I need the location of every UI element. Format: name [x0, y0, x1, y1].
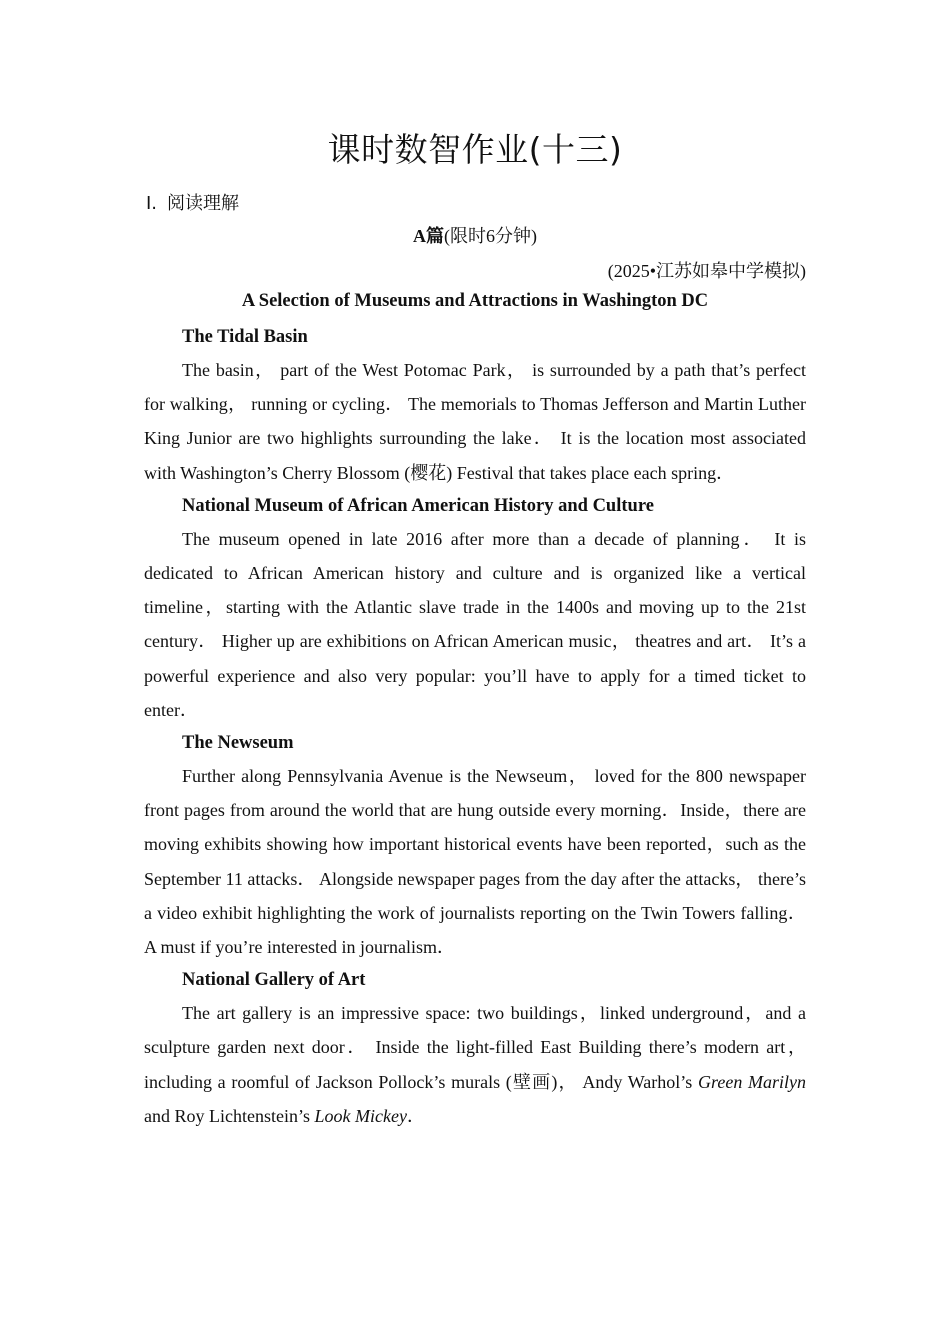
section-heading-national-gallery: National Gallery of Art [182, 970, 366, 991]
paragraph-newseum: Further along Pennsylvania Avenue is the Newseum， loved for the 800 newspaper front pages from around the world that are hung outside every morning．Inside，there are moving exhibits showing how important historical events have been reported，such as the September 11 attacks． Alongside newspaper pages from the day after the attacks， there’s a video exhibit highlighting the work of journalists reporting on the Twin Towers falling． A must if you’re interested in journalism． [144, 766, 806, 958]
article-title: A Selection of Museums and Attractions in Washington DC [241, 291, 709, 311]
artwork-title-look-mickey: Look Mickey [314, 1105, 407, 1126]
article-body [144, 321, 806, 1133]
source-note: (2025•江苏如皋中学模拟) [607, 261, 806, 281]
part-time-limit: (限时6分钟) [444, 226, 537, 246]
part-header [144, 222, 806, 248]
artwork-title-green-marilyn: Green Marilyn [698, 1071, 806, 1092]
section-header [146, 189, 239, 215]
gallery-text-before: The art gallery is an impressive space: two buildings，linked underground，and a sculpture garden next door． Inside the light-filled East Building there’s modern art， including a roomful of Jackson Pollock’s murals (壁画)， Andy Warhol’s [144, 1003, 806, 1092]
part-label: A篇 [413, 226, 444, 246]
page-title: 课时数智作业(十三) [327, 130, 623, 169]
paragraph-african-american-museum: The museum opened in late 2016 after more than a decade of planning． It is dedicated to African American history and culture and is organized like a vertical timeline，starting with the Atlantic slave trade in the 1400s and moving up to the 21st century． Higher up are exhibitions on African American music， theatres and art． It’s a powerful experience and also very popular: you’ll have to apply for a timed ticket to enter． [144, 528, 806, 720]
section-label: 阅读理解 [167, 193, 240, 214]
gallery-text-after: ． [406, 1105, 425, 1126]
section-heading-newseum: The Newseum [182, 733, 294, 754]
section-heading-tidal-basin: The Tidal Basin [182, 327, 308, 347]
section-number: Ⅰ. [146, 193, 158, 214]
gallery-text-middle: and Roy Lichtenstein’s [144, 1105, 315, 1126]
paragraph-national-gallery [144, 996, 806, 1133]
section-heading-african-american-museum: National Museum of African American History and Culture [182, 495, 654, 516]
paragraph-tidal-basin: The basin， part of the West Potomac Park， is surrounded by a path that’s perfect for walking， running or cycling． The memorials to Thomas Jefferson and Martin Luther King Junior are two highlights surrounding the lake． It is the location most associated with Washington’s Cherry Blossom (樱花) Festival that takes place each spring． [144, 360, 806, 483]
